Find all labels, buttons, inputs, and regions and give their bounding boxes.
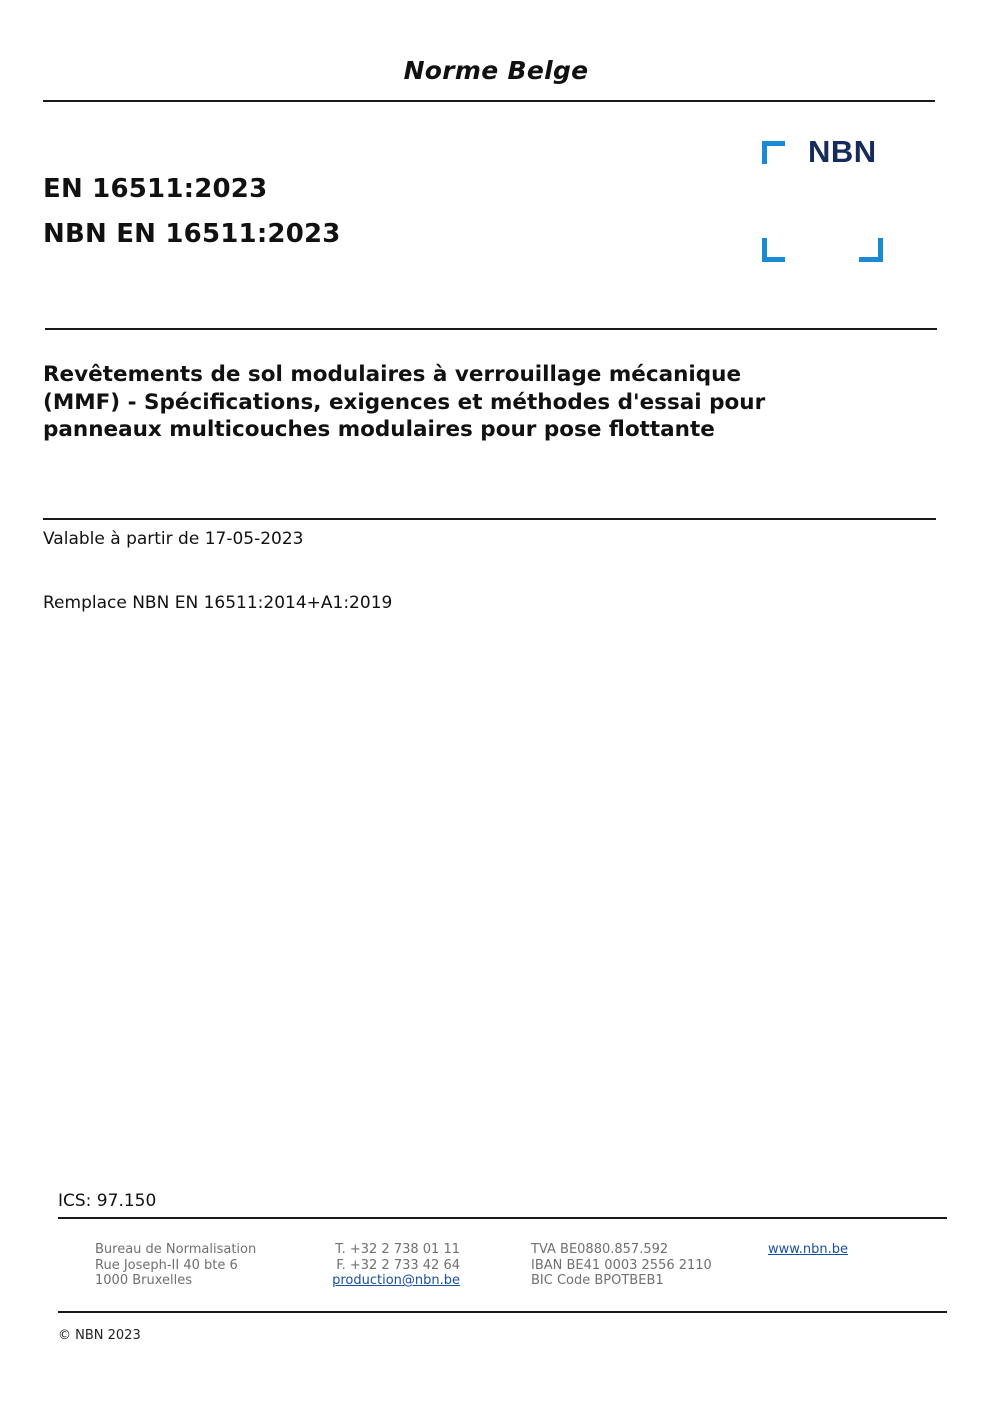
title-bottom-divider [43,518,936,520]
title-top-divider [45,328,937,330]
iban-number: IBAN BE41 0003 2556 2110 [531,1257,712,1273]
footer-top-divider [58,1217,947,1219]
footer-website [768,1242,848,1258]
fax-number: F. +32 2 733 42 64 [336,1257,460,1273]
email-link[interactable]: production@nbn.be [332,1273,460,1289]
bic-code: BIC Code BPOTBEB1 [531,1273,664,1289]
nbn-logo-text: NBN [808,134,877,169]
footer-bottom-divider [58,1311,947,1313]
document-title [43,361,903,444]
website-link[interactable]: www.nbn.be [768,1242,848,1257]
footer-address [95,1242,256,1289]
document-title-line: panneaux multicouches modulaires pour pose flottante [43,417,715,442]
standard-code-en: EN 16511:2023 [43,174,268,204]
footer-bank-details [531,1242,712,1289]
phone-number: T. +32 2 738 01 11 [335,1242,460,1257]
footer-contact [329,1242,460,1289]
replaces-standard: Remplace NBN EN 16511:2014+A1:2019 [43,593,393,613]
address-line: Rue Joseph-II 40 bte 6 [95,1257,238,1273]
standard-code-nbn: NBN EN 16511:2023 [43,219,341,249]
header-divider [43,100,935,102]
vat-number: TVA BE0880.857.592 [531,1242,669,1257]
document-title-line: Revêtements de sol modulaires à verrouillage mécanique [43,362,742,387]
validity-date: Valable à partir de 17-05-2023 [43,529,304,549]
address-line: 1000 Bruxelles [95,1273,193,1289]
document-title-line: (MMF) - Spécifications, exigences et méthodes d'essai pour [43,389,766,415]
copyright: © NBN 2023 [58,1328,141,1343]
page-header-title: Norme Belge [403,56,589,85]
address-line: Bureau de Normalisation [95,1242,257,1257]
ics-code: ICS: 97.150 [58,1191,157,1211]
